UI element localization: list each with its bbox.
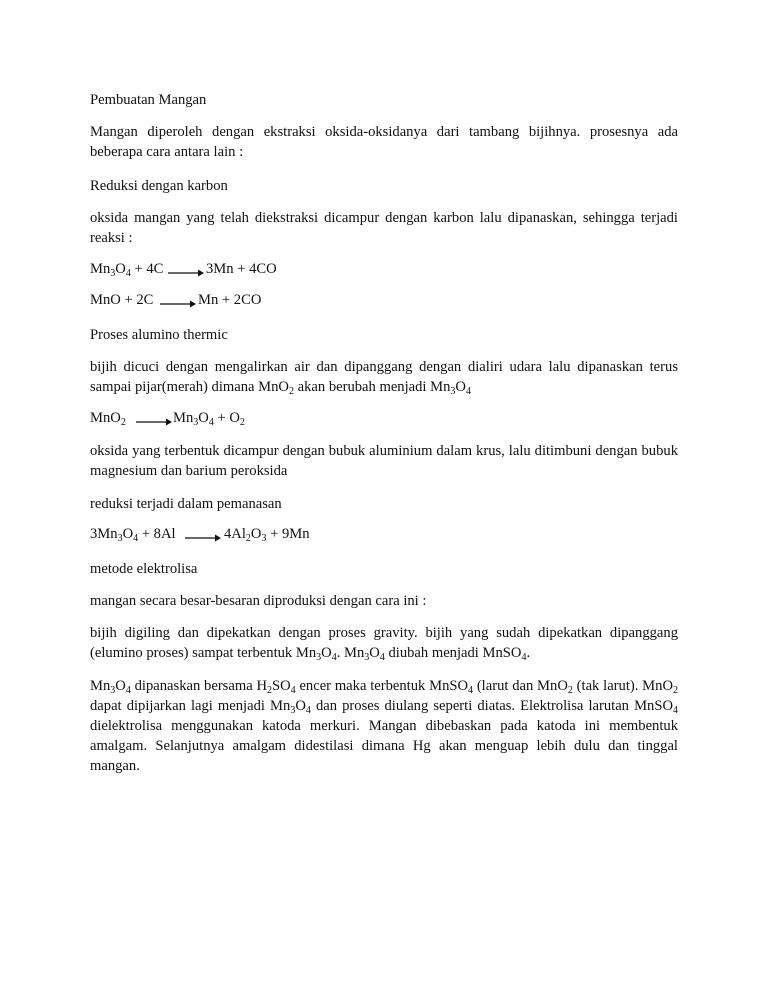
- reaction-arrow-icon: [168, 268, 204, 278]
- reaction-arrow-icon: [160, 299, 196, 309]
- equation-4-reactants: $3Mn_3O_4 + 8Al$: [90, 526, 176, 544]
- final-paragraph: $Mn_3O_4$ dipanaskan bersama $H_2SO_4$ encer maka terbentuk MnSO$_4$ (larut dan MnO$_2$ (tak larut). MnO$_2$ dapat dipijarkan lagi menjadi $Mn_3O_4$ dan proses diulang seperti diatas. Elektrolisa larutan MnSO$_4$ dielektrolisa menggunakan katoda merkuri. Mangan dibebaskan pada katoda ini membentuk amalgam. Selanjutnya amalgam didestilasi dimana Hg akan menguap lebih dulu dan tinggal mangan.: [90, 678, 678, 774]
- mangan-besar-text: mangan secara besar-besaran diproduksi dengan cara ini :: [90, 593, 427, 609]
- equation-3-reactants: MnO$_2$: [90, 410, 126, 428]
- equation-3-products: $Mn_3O_4 + O_2$: [173, 410, 245, 428]
- equation-4-products: $4Al_2O_3 + 9Mn$: [224, 526, 310, 544]
- equation-1-products: 3Mn + 4CO: [206, 261, 277, 277]
- equation-2-products: Mn + 2CO: [198, 292, 262, 308]
- equation-3: [90, 410, 678, 430]
- bijih-paragraph: bijih digiling dan dipekatkan dengan proses gravity. bijih yang sudah dipekatkan dipanggang (elumino proses) sampat terbentuk $Mn_3O_4$. $Mn_3O_4$ diubah menjadi MnSO$_4$.: [90, 625, 678, 663]
- equation-4: [90, 526, 678, 546]
- intro-paragraph: Mangan diperoleh dengan ekstraksi oksida-oksidanya dari tambang bijihnya. prosesnya ada beberapa cara antara lain :: [90, 124, 678, 160]
- alumino-paragraph: bijih dicuci dengan mengalirkan air dan dipanggang dengan dialiri udara lalu dipanaskan terus sampai pijar(merah) dimana MnO$_2$ akan berubah menjadi $Mn_3O_4$: [90, 359, 678, 397]
- heading-elektrolisa: metode elektrolisa: [90, 561, 198, 577]
- reaction-arrow-icon: [136, 417, 172, 427]
- equation-2-reactants: MnO + 2C: [90, 292, 154, 308]
- reduksi-pemanasan-text: reduksi terjadi dalam pemanasan: [90, 496, 282, 512]
- oksida-paragraph: oksida yang terbentuk dicampur dengan bubuk aluminium dalam krus, lalu ditimbuni dengan bubuk magnesium dan barium peroksida: [90, 443, 678, 479]
- heading-alumino-thermic: Proses alumino thermic: [90, 327, 228, 343]
- reaction-arrow-icon: [185, 533, 221, 543]
- reduksi-paragraph: oksida mangan yang telah diekstraksi dicampur dengan karbon lalu dipanaskan, sehingga terjadi reaksi :: [90, 210, 678, 246]
- equation-1: [90, 261, 678, 281]
- document-title: Pembuatan Mangan: [90, 92, 207, 108]
- equation-1-reactants: $Mn_3O_4 + 4C$: [90, 261, 164, 279]
- equation-2: [90, 292, 678, 312]
- heading-reduksi-karbon: Reduksi dengan karbon: [90, 178, 228, 194]
